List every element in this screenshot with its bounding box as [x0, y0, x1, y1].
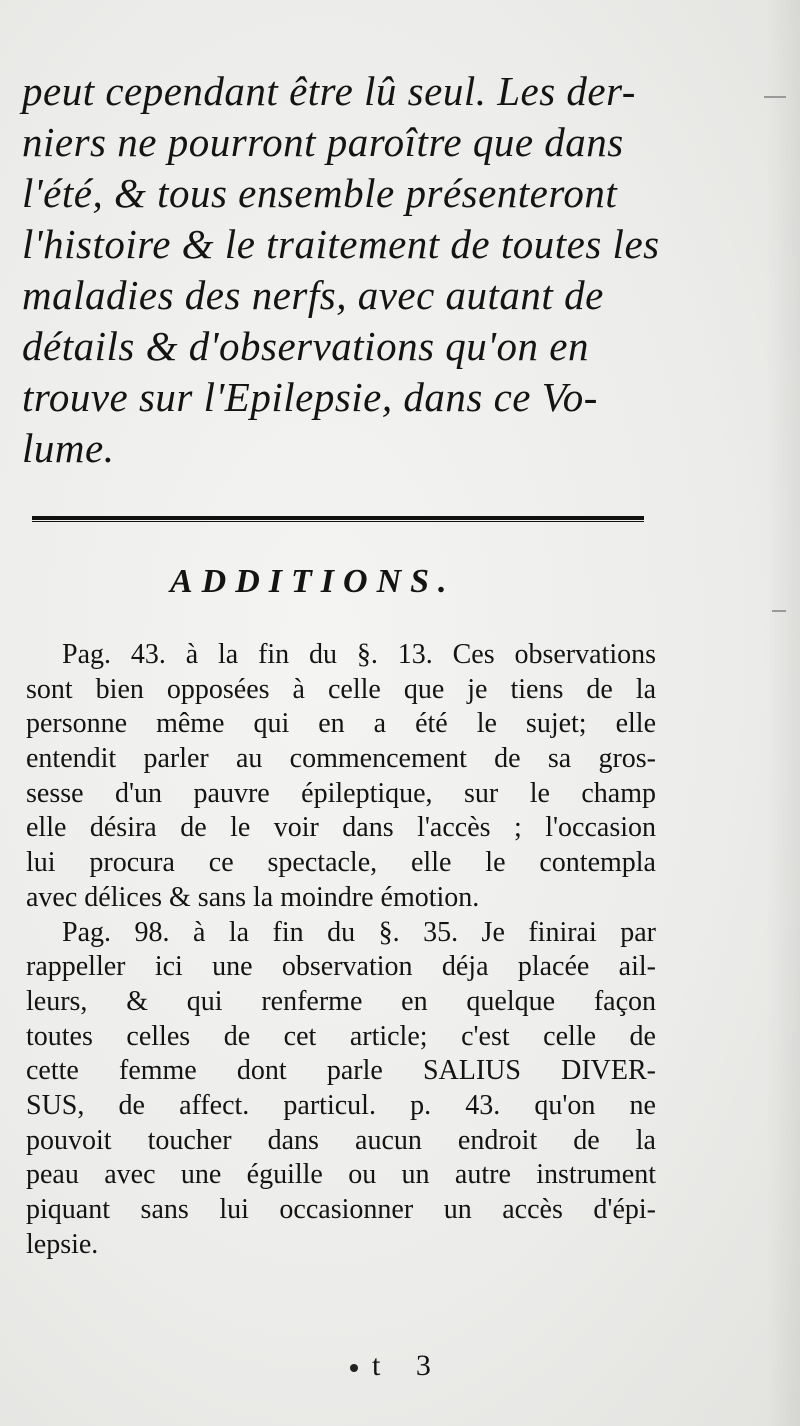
signature-mark	[350, 1348, 445, 1384]
section-divider-rule	[32, 516, 644, 522]
addition-paragraph	[26, 916, 656, 1263]
signature-text: t 3	[372, 1349, 445, 1382]
text-line: lume.	[22, 425, 115, 471]
text-line: l'été, & tous ensemble présenteront	[22, 170, 618, 216]
text-line: entendit parler au commencement de sa gros-	[26, 743, 656, 775]
margin-mark	[772, 610, 786, 612]
margin-mark	[764, 96, 786, 98]
text-line: toutes celles de cet article; c'est celle de	[26, 1020, 656, 1052]
text-line: avec délices & sans la moindre émotion.	[26, 881, 480, 913]
text-line: SUS, de affect. particul. p. 43. qu'on ne	[26, 1089, 656, 1121]
addition-paragraph	[26, 638, 656, 916]
text-line: détails & d'observations qu'on en	[22, 323, 589, 369]
text-line: sont bien opposées à celle que je tiens de la	[26, 673, 656, 705]
text-line: piquant sans lui occasionner un accès d'épi-	[26, 1194, 656, 1225]
bullet-dot	[350, 1364, 358, 1372]
text-line: leurs, & qui renferme en quelque façon	[26, 985, 656, 1017]
text-line: personne même qui en a été le sujet; elle	[26, 708, 656, 740]
text-line: peut cependant être lû seul. Les der-	[22, 68, 636, 114]
text-line: Pag. 43. à la fin du §. 13. Ces observations	[62, 639, 656, 670]
text-line: sesse d'un pauvre épileptique, sur le champ	[26, 777, 656, 809]
text-line: rappeller ici une observation déja placée ail-	[26, 951, 656, 983]
text-line: pouvoit toucher dans aucun endroit de la	[26, 1124, 656, 1156]
text-line: maladies des nerfs, avec autant de	[22, 272, 604, 318]
text-line: trouve sur l'Epilepsie, dans ce Vo-	[22, 374, 598, 420]
text-line: niers ne pourront paroître que dans	[22, 119, 624, 165]
text-line: cette femme dont parle SALIUS DIVER-	[26, 1055, 656, 1087]
section-heading: ADDITIONS.	[170, 563, 456, 600]
text-line: Pag. 98. à la fin du §. 35. Je finirai par	[62, 916, 656, 948]
text-line: l'histoire & le traitement de toutes les	[22, 221, 660, 267]
text-line: peau avec une éguille ou un autre instrument	[26, 1159, 656, 1191]
text-line: lui procura ce spectacle, elle le contempla	[26, 847, 656, 879]
additions-body	[26, 638, 656, 1262]
text-line: elle désira de le voir dans l'accès ; l'occasion	[26, 812, 656, 844]
continuation-text	[22, 66, 660, 474]
text-line: lepsie.	[26, 1228, 99, 1260]
page-edge-shadow	[766, 0, 800, 1426]
